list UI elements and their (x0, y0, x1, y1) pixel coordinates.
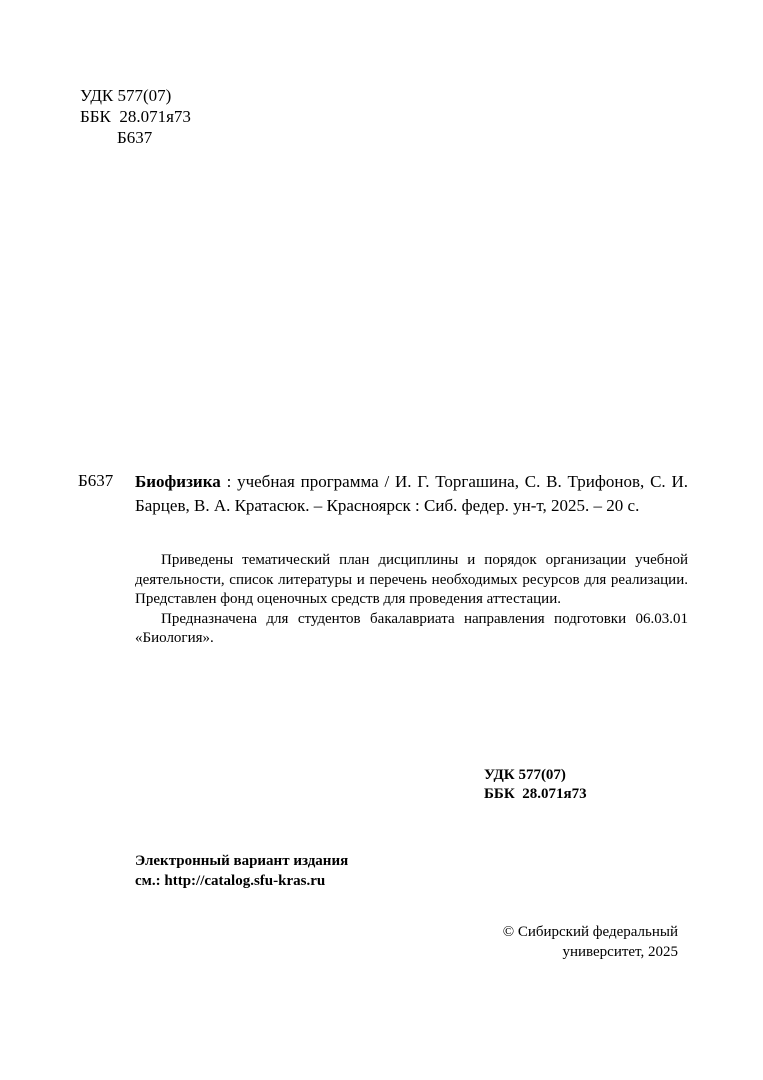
annotation-paragraph: Приведены тематический план дисциплины и порядок организации учебной деятельности, список литературы и перечень необходимых ресурсов для реализации. Представлен фонд оценочных средств для проведения аттестации. (135, 552, 688, 608)
electronic-edition-note (135, 851, 348, 891)
book-title: Биофизика (135, 472, 221, 491)
udk-code-bold: УДК 577(07) (484, 767, 566, 783)
annotation-paragraph: Предназначена для студентов бакалавриата направления подготовки 06.03.01 «Биология». (135, 610, 688, 647)
udk-code: УДК 577(07) (80, 86, 172, 105)
electronic-edition-label: Электронный вариант издания (135, 853, 349, 869)
copyright-line: © Сибирский федеральный (502, 924, 678, 940)
author-mark-index: Б637 (78, 471, 114, 490)
catalog-link[interactable]: см.: http://catalog.sfu-kras.ru (135, 873, 326, 889)
copyright-line: университет, 2025 (562, 944, 678, 960)
bibliographic-description: : учебная программа / И. Г. Торгашина, С. В. Трифонов, С. И. Барцев, В. А. Кратасюк. – Красноярск : Сиб. федер. ун-т, 2025. – 20 с. (135, 472, 688, 515)
copyright-notice (503, 922, 678, 962)
bibliographic-record (135, 470, 688, 517)
bbk-code-bold: ББК 28.071я73 (484, 786, 587, 802)
author-mark: Б637 (117, 128, 153, 147)
bbk-code: ББК 28.071я73 (80, 107, 191, 126)
annotation (135, 551, 688, 649)
